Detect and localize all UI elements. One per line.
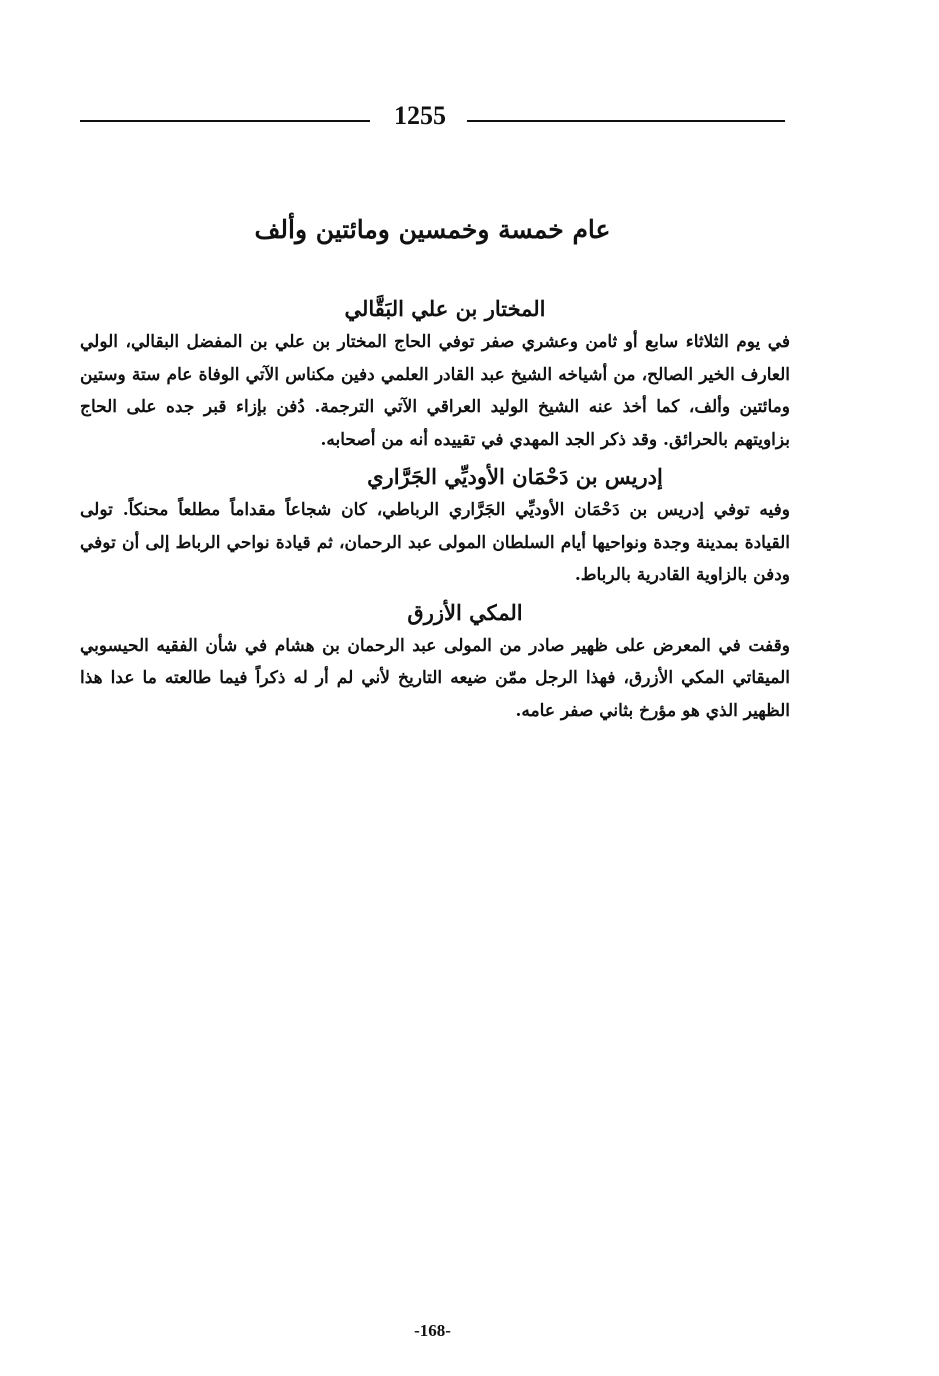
chapter-title: عام خمسة وخمسين ومائتين وألف bbox=[254, 215, 611, 244]
year-header bbox=[80, 98, 785, 138]
entry-mukhtar-baqqali bbox=[80, 292, 790, 456]
entry-body: في يوم الثلاثاء سابع أو ثامن وعشري صفر توفي الحاج المختار بن علي بن المفضل البقالي، الولي العارف الخير الصالح، من أشياخه الشيخ عبد القادر العلمي دفين مكناس الآتي الوفاة عام ستة وستين ومائتين وألف، كما أخذ عنه الشيخ الوليد العراقي الآتي الترجمة. دُفن بإزاء قبر جده على الحاج بزاويتهم بالحرائق. وقد ذكر الجد المهدي في تقييده أنه من أصحابه. bbox=[80, 332, 790, 450]
page-number: -168- bbox=[414, 1321, 451, 1340]
entry-heading: المختار بن علي البَقَّالي bbox=[344, 296, 546, 321]
entry-body: وقفت في المعرض على ظهير صادر من المولى عبد الرحمان بن هشام في شأن الفقيه الحيسوبي الميقاتي المكي الأزرق، فهذا الرجل ممّن ضيعه التاريخ لأني لم أر له ذكراً فيما طالعته ما عدا هذا الظهير الذي هو مؤرخ بثاني صفر عامه. bbox=[80, 635, 790, 721]
header-rule-left bbox=[80, 120, 370, 122]
entry-body: وفيه توفي إدريس بن دَحْمَان الأوديِّي الجَرَّاري الرباطي، كان شجاعاً مقداماً مطلعاً محنكاً. تولى القيادة بمدينة وجدة ونواحيها أيام السلطان المولى عبد الرحمان، ثم قيادة نواحي الرباط إلى أن توفي ودفن بالزاوية القادرية بالرباط. bbox=[80, 500, 790, 585]
entry-makki-azraq bbox=[80, 596, 790, 728]
entry-heading: إدريس بن دَحْمَان الأوديِّي الجَرَّاري bbox=[367, 464, 663, 489]
header-rule-right bbox=[467, 120, 785, 122]
year-number: 1255 bbox=[394, 101, 446, 130]
page-content bbox=[80, 292, 790, 731]
entry-heading: المكي الأزرق bbox=[407, 599, 523, 625]
entry-idris-jarrari bbox=[80, 460, 790, 592]
